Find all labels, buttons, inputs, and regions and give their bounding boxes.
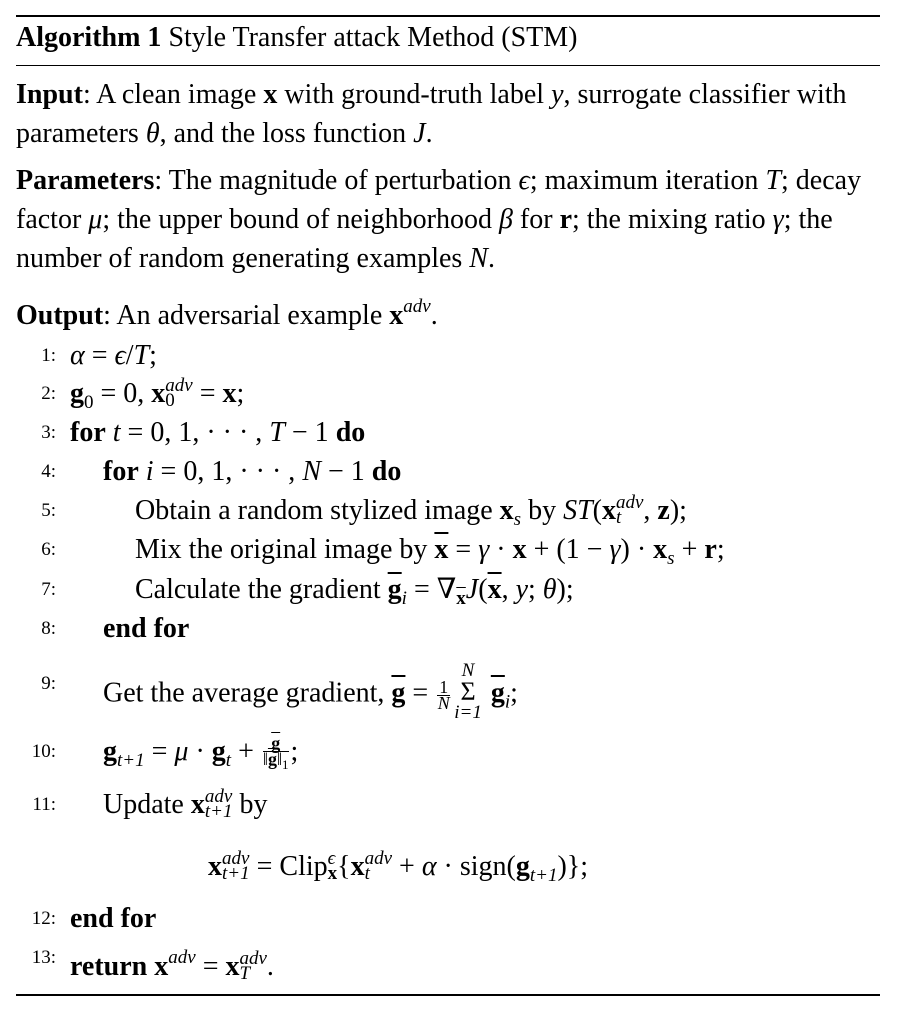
line-number: 9: [41, 673, 56, 694]
math-supsub [222, 848, 250, 884]
math-fraction [437, 676, 450, 713]
parameters-paragraph [16, 161, 884, 278]
step-body [103, 732, 298, 781]
sum-upper: N [461, 660, 475, 681]
keyword-do: do [371, 456, 402, 487]
math-sub: t+1 [204, 801, 233, 822]
step-body [70, 336, 157, 376]
math-op: = [195, 951, 226, 982]
parameters-text: ; the upper bound of neighborhood [102, 204, 499, 235]
math-x: x [653, 534, 668, 565]
math-g: g [103, 736, 117, 767]
math-sub: x [327, 863, 338, 884]
step-body [103, 785, 267, 825]
input-text: with ground-truth label [277, 79, 552, 110]
math-op: + [674, 534, 705, 565]
algorithm-step-11 [0, 785, 899, 825]
fraction-denominator [262, 748, 289, 772]
keyword-for: for [70, 417, 106, 448]
math-sub: s [667, 548, 675, 569]
sum-sigma: Σ [460, 677, 476, 706]
math-op: + (1 − [526, 534, 610, 565]
math-sub: t+1 [529, 865, 558, 886]
math-op: = ∇ [406, 574, 457, 605]
math-x: x [154, 951, 169, 982]
update-equation [0, 847, 899, 887]
math-op: ); [669, 495, 687, 526]
math-op: = [192, 378, 223, 409]
math-supsub [204, 786, 233, 822]
parameters-text: . [487, 243, 495, 274]
math-sup-adv: adv [364, 848, 393, 869]
output-text: . [430, 300, 438, 331]
math-op: · [188, 736, 212, 767]
math-y: y [515, 574, 528, 605]
math-sup-adv: adv [168, 947, 196, 968]
math-x: x [389, 300, 404, 331]
math-gbar: $\overline{g}$ [490, 677, 505, 709]
input-text: , and the loss function [159, 118, 414, 149]
math-x: x [222, 378, 237, 409]
keyword-end-for: end for [103, 613, 190, 644]
math-sub: x [456, 588, 466, 609]
input-paragraph [16, 75, 884, 153]
math-sup-adv: adv [165, 375, 193, 396]
sum-lower: i=1 [454, 702, 482, 723]
math-theta: θ [542, 574, 557, 605]
math-op: , [501, 574, 516, 605]
bottom-rule [16, 994, 880, 996]
line-number: 7: [41, 579, 56, 600]
line-number: 13: [31, 947, 56, 968]
math-x: x [512, 534, 527, 565]
math-sup-adv: adv [403, 296, 431, 317]
algorithm-step-7 [0, 570, 899, 610]
algorithm-step-6 [0, 530, 899, 570]
math-sub: 0 [84, 392, 94, 413]
output-text: : An adversarial example [103, 300, 390, 331]
math-g: g [70, 378, 84, 409]
title-rule [16, 65, 880, 66]
math-sub: t [225, 750, 232, 771]
algorithm-step-4 [0, 452, 899, 492]
math-r: r [559, 204, 572, 235]
math-fraction [262, 732, 289, 772]
math-op: = 0, [93, 378, 152, 409]
input-text: . [425, 118, 433, 149]
math-N: N [469, 243, 488, 274]
math-x: x [190, 789, 205, 820]
math-summation [454, 661, 482, 723]
math-op: ; [149, 340, 157, 371]
math-ST: ST [563, 495, 593, 526]
math-sup-adv: adv [239, 948, 267, 969]
step-text: Calculate the gradient [135, 574, 388, 605]
math-x: x [263, 79, 278, 110]
math-sub: t [615, 507, 622, 528]
algorithm-step-5 [0, 491, 899, 531]
math-sup-adv: adv [204, 786, 233, 807]
math-op: . [266, 951, 274, 982]
step-body [70, 413, 365, 453]
math-op: ; [236, 378, 245, 409]
math-op: ( [478, 574, 488, 605]
math-J: J [465, 574, 479, 605]
algorithm-step-12 [0, 899, 899, 939]
parameters-text: ; maximum iteration [529, 165, 766, 196]
math-alpha: α [421, 851, 437, 882]
math-op: , [643, 495, 658, 526]
line-number: 10: [31, 741, 56, 762]
step-body [103, 452, 401, 492]
math-op: ); [556, 574, 574, 605]
math-sup-adv: adv [615, 492, 644, 513]
math-gamma: γ [609, 534, 621, 565]
math-op: = [144, 736, 175, 767]
math-sub: t [364, 863, 370, 884]
math-op: / [125, 340, 134, 371]
math-theta: θ [145, 118, 160, 149]
math-supsub [239, 948, 267, 984]
math-sign: · sign( [436, 851, 516, 882]
math-sup: ϵ [327, 848, 336, 869]
math-op: = [405, 677, 436, 709]
line-number: 8: [41, 618, 56, 639]
math-op: = 0, 1, · · · , [153, 456, 303, 487]
parameters-label: Parameters [16, 165, 155, 196]
math-r: r [704, 534, 717, 565]
math-sub: i [504, 691, 511, 713]
line-number: 2: [41, 383, 56, 404]
math-supsub [615, 492, 644, 528]
parameters-text: ; the number of random generating examples [16, 204, 833, 274]
math-i: i [145, 456, 154, 487]
fraction-denominator: N [437, 692, 450, 713]
line-number: 4: [41, 461, 56, 482]
algorithm-label: Algorithm 1 [16, 22, 162, 53]
math-op: = [84, 340, 115, 371]
math-op: + [231, 736, 261, 767]
math-norm: ‖ [276, 748, 282, 769]
keyword-for: for [103, 456, 139, 487]
math-x: x [225, 951, 240, 982]
math-T: T [765, 165, 782, 196]
step-body [70, 938, 274, 987]
step-text: Mix the original image by [135, 534, 435, 565]
math-g: g [211, 736, 226, 767]
math-op: − 1 [284, 417, 336, 448]
line-number: 1: [41, 345, 56, 366]
math-op: ( [592, 495, 602, 526]
math-norm: ‖ [262, 748, 268, 769]
math-clip: = Clip [249, 851, 328, 882]
math-op: = 0, 1, · · · , [120, 417, 270, 448]
math-op: ) · [620, 534, 654, 565]
math-g: g [515, 851, 530, 882]
algorithm-step-9 [0, 660, 899, 723]
math-sup-adv: adv [222, 848, 250, 869]
math-gbar: $\overline{g}$ [387, 574, 402, 605]
math-gbar: $\overline{g}$ [391, 677, 406, 709]
math-T: T [269, 417, 285, 448]
math-N: N [302, 456, 321, 487]
algorithm-step-8 [0, 609, 899, 649]
input-text: : A clean image [82, 79, 264, 110]
math-xbar: $\overline{x}$ [434, 534, 449, 565]
line-number: 5: [41, 500, 56, 521]
top-rule [16, 15, 880, 17]
math-op: ; [510, 677, 518, 709]
math-x: x [350, 851, 365, 882]
math-sub: 0 [165, 390, 175, 411]
step-text: by [232, 789, 268, 820]
algorithm-step-13 [0, 938, 899, 984]
math-T: T [133, 340, 150, 371]
math-epsilon: ϵ [114, 340, 126, 371]
line-number: 3: [41, 422, 56, 443]
output-label: Output [16, 300, 104, 331]
math-op: { [337, 851, 351, 882]
equation-body [208, 847, 588, 896]
math-y: y [551, 79, 564, 110]
math-op: + [392, 851, 422, 882]
math-op: · [489, 534, 513, 565]
algorithm-title [16, 22, 578, 54]
math-J: J [413, 118, 426, 149]
input-text: , surrogate classifier with parameters [16, 79, 847, 149]
math-supsub [165, 375, 193, 411]
keyword-do: do [335, 417, 366, 448]
math-op: ; [716, 534, 725, 565]
math-sub: s [513, 509, 522, 530]
line-number: 12: [31, 908, 56, 929]
math-z: z [657, 495, 670, 526]
math-epsilon: ϵ [518, 165, 530, 196]
parameters-text: : The magnitude of perturbation [154, 165, 519, 196]
math-mu: μ [88, 204, 103, 235]
math-t: t [112, 417, 121, 448]
math-supsub [364, 848, 393, 884]
algorithm-step-2 [0, 374, 899, 414]
algorithm-name: Style Transfer attack Method (STM) [168, 22, 578, 53]
math-gamma: γ [772, 204, 784, 235]
math-beta: β [498, 204, 513, 235]
math-x: x [208, 851, 222, 882]
math-sub: T [239, 963, 251, 984]
math-gbar: $\overline{g}$ [267, 748, 277, 769]
math-xbar: $\overline{x}$ [487, 574, 502, 605]
math-op: = [448, 534, 479, 565]
step-text: Update [103, 789, 191, 820]
input-label: Input [16, 79, 83, 110]
math-sub: t+1 [222, 863, 250, 884]
line-number: 11: [32, 794, 56, 815]
math-x: x [601, 495, 616, 526]
math-op: ; [528, 574, 543, 605]
math-op: )}; [557, 851, 589, 882]
parameters-text: for [512, 204, 560, 235]
math-op: − 1 [321, 456, 372, 487]
math-x: x [499, 495, 514, 526]
math-x: x [151, 378, 166, 409]
math-sub: 1 [282, 756, 289, 772]
step-body [103, 660, 518, 726]
step-text: by [521, 495, 564, 526]
output-paragraph [16, 287, 884, 335]
keyword-end-for: end for [70, 903, 157, 934]
math-op: ; [290, 736, 299, 767]
math-mu: μ [174, 736, 189, 767]
math-sub: t+1 [117, 750, 145, 771]
line-number: 6: [41, 539, 56, 560]
math-alpha: α [70, 340, 85, 371]
fraction-numerator: 1 [439, 676, 449, 697]
parameters-text: ; the mixing ratio [572, 204, 773, 235]
parameters-text: ; decay factor [16, 165, 862, 235]
step-text: Obtain a random stylized image [135, 495, 500, 526]
algorithm-step-10 [0, 732, 899, 772]
fraction-numerator: $\overline{g}$ [263, 736, 289, 752]
step-text: Get the average gradient, [103, 677, 392, 709]
algorithm-step-3 [0, 413, 899, 453]
math-sub: i [401, 588, 407, 609]
algorithm-step-1 [0, 336, 899, 376]
math-gamma: γ [478, 534, 490, 565]
keyword-return: return [70, 951, 148, 982]
math-supsub [327, 848, 338, 884]
